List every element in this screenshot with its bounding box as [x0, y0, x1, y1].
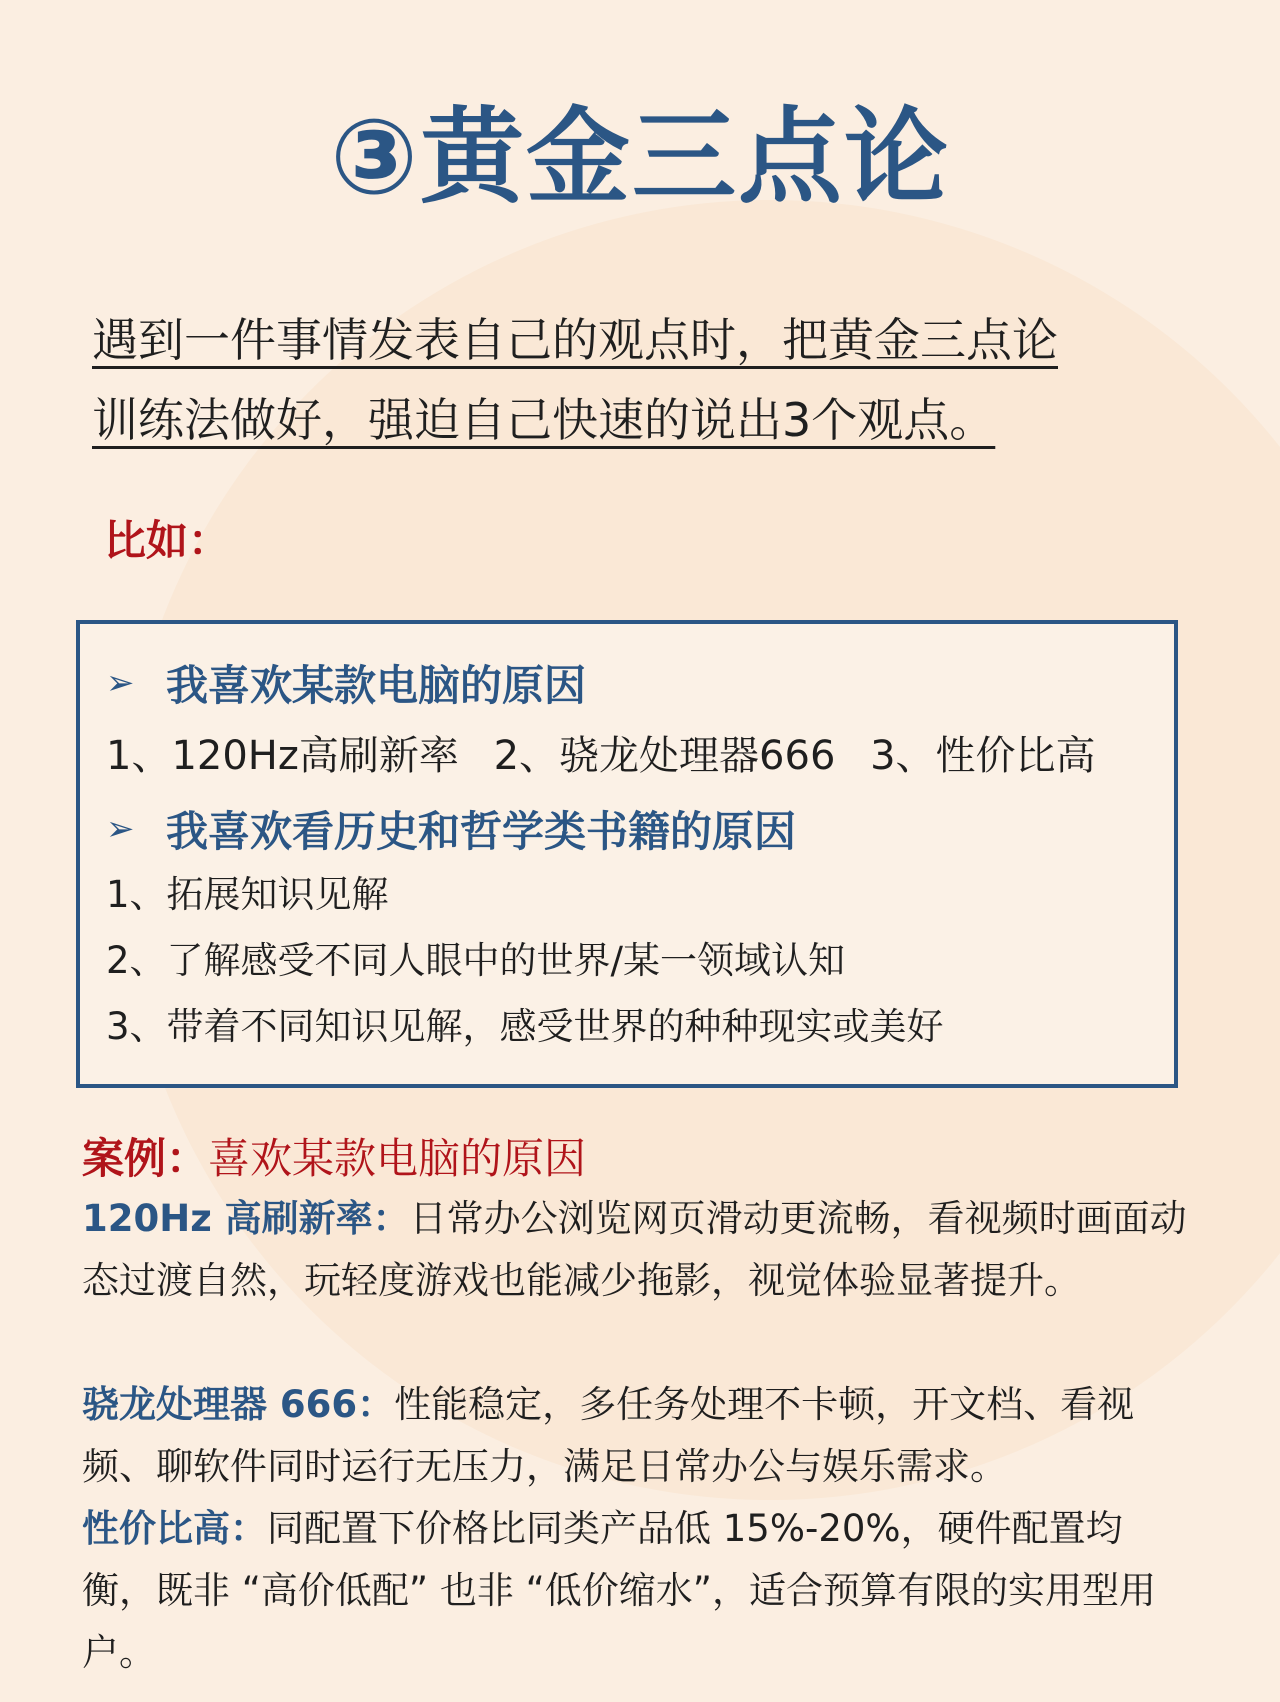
reason-item: 2、骁龙处理器666	[493, 733, 836, 779]
list-item: 1、拓展知识见解	[106, 873, 389, 916]
reason-item: 3、性价比高	[870, 733, 1096, 779]
intro-line-1: 遇到一件事情发表自己的观点时，把黄金三点论	[92, 313, 1058, 367]
detail-text: 同配置下价格比同类产品低 15%-20%，硬件配置均衡，既非 “高价低配” 也非 “低价缩水”，适合预算有限的实用型用户。	[82, 1507, 1156, 1674]
reason-item: 1、120Hz高刷新率	[106, 733, 459, 779]
detail-paragraph	[82, 1188, 1192, 1312]
case-label: 案例：	[82, 1134, 209, 1183]
bullet-heading-2	[106, 796, 1150, 862]
heading-1-text: 我喜欢某款电脑的原因	[166, 661, 587, 710]
detail-key: 骁龙处理器 666：	[82, 1383, 395, 1426]
example-box	[76, 620, 1178, 1088]
arrow-bullet-icon: ➢	[106, 663, 135, 703]
detail-text: 性能稳定，多任务处理不卡顿，开文档、看视频、聊软件同时运行无压力，满足日常办公与娱乐需求。	[82, 1383, 1135, 1488]
detail-text: 日常办公浏览网页滑动更流畅，看视频时画面动态过渡自然，玩轻度游戏也能减少拖影，视觉体验显著提升。	[82, 1197, 1187, 1302]
case-heading	[82, 1126, 586, 1186]
reasons-line-1	[106, 716, 1150, 796]
list-item: 3、带着不同知识见解，感受世界的种种现实或美好	[106, 1005, 944, 1048]
intro-line-2: 训练法做好，强迫自己快速的说出3个观点。	[92, 393, 996, 447]
example-label: 比如：	[104, 516, 231, 565]
detail-paragraph	[82, 1374, 1192, 1498]
detail-paragraph	[82, 1498, 1192, 1684]
list-item: 2、了解感受不同人眼中的世界/某一领域认知	[106, 939, 846, 982]
bullet-heading-1	[106, 650, 1150, 716]
page-title: ③黄金三点论	[329, 96, 951, 218]
detail-key: 性价比高：	[82, 1507, 267, 1550]
intro-text	[92, 300, 1172, 460]
arrow-bullet-icon: ➢	[106, 809, 135, 849]
heading-2-text: 我喜欢看历史和哲学类书籍的原因	[166, 807, 797, 856]
case-title: 喜欢某款电脑的原因	[208, 1134, 587, 1183]
detail-key: 120Hz 高刷新率：	[82, 1197, 410, 1240]
